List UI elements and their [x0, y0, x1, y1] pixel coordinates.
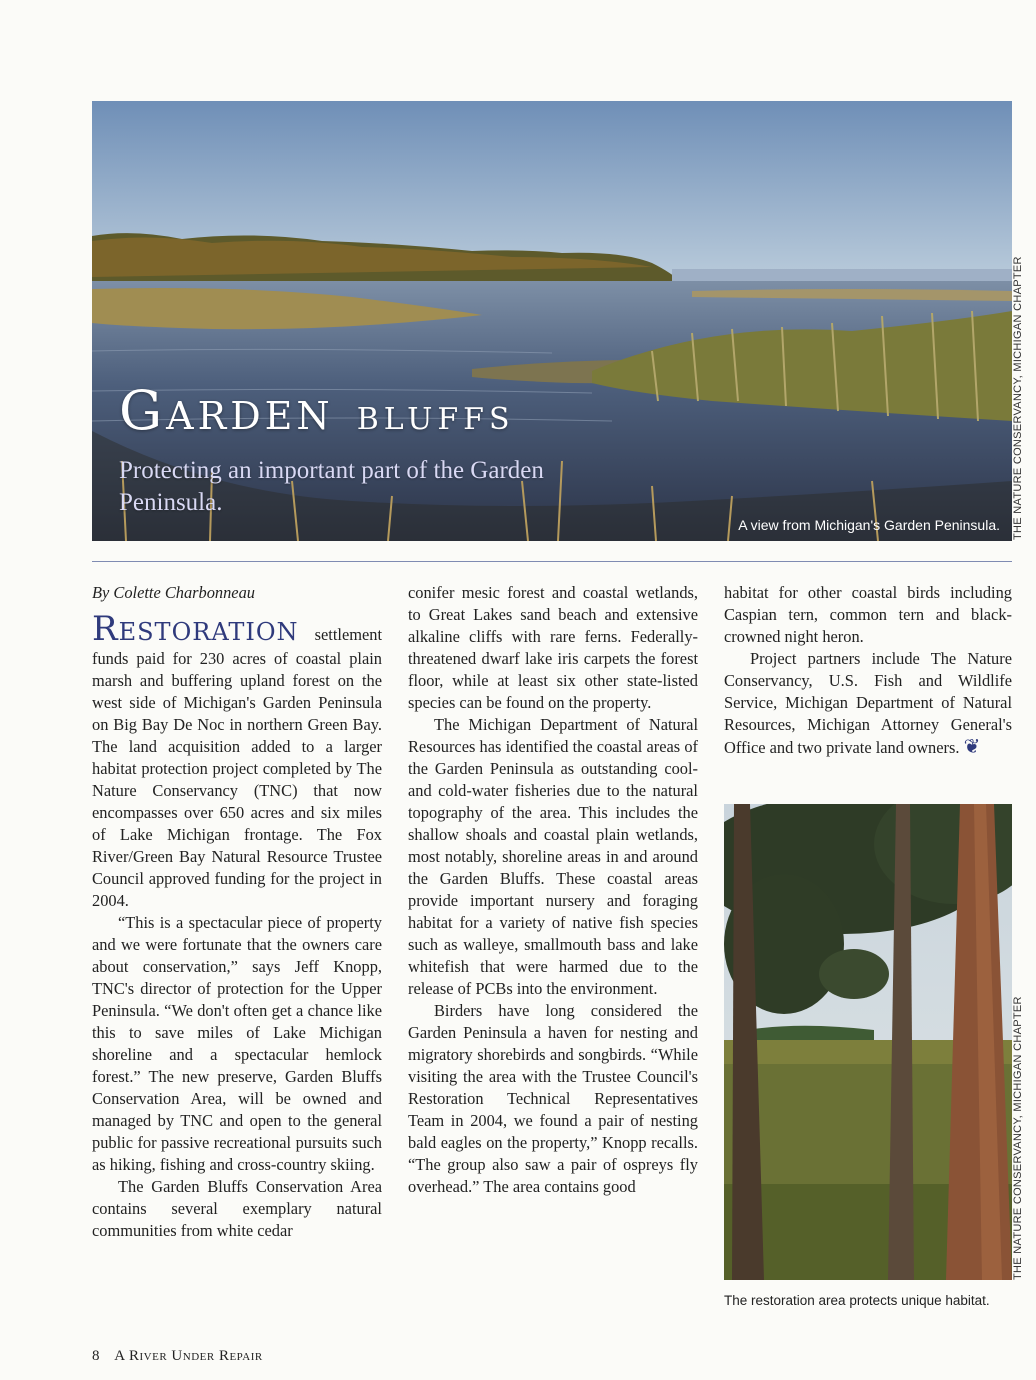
hero-title	[119, 379, 515, 442]
paragraph-5-start: Birders have long considered the Garden Peninsula a haven for nesting and migratory shorebirds and songbirds. “While visiting the area with the Trustee Council's Restoration Technical Representatives Team in 2004, we found a pair of nesting bald eagles on the property,” Knopp recalls. “The group also saw a pair of ospreys fly overhead.” The area contains good	[408, 1001, 698, 1196]
lead-paragraph	[92, 610, 382, 912]
trees-photo-credit: THE NATURE CONSERVANCY, MICHIGAN CHAPTER	[1012, 996, 1024, 1280]
page-number: 8	[92, 1348, 100, 1364]
end-flourish-icon: ❦	[963, 736, 981, 758]
trees-photo-caption: The restoration area protects unique habitat.	[724, 1293, 990, 1308]
paragraph-6-text: Project partners include The Nature Conservancy, U.S. Fish and Wildlife Service, Michigan Department of Natural Resources, Michigan Attorney General's Office and two private land owners.	[724, 649, 1012, 757]
trees-photo	[724, 804, 1012, 1280]
hero-photo-credit: THE NATURE CONSERVANCY, MICHIGAN CHAPTER	[1012, 256, 1024, 540]
hero-caption: A view from Michigan's Garden Peninsula.	[738, 517, 1000, 533]
paragraph-3-continued: conifer mesic forest and coastal wetlands, to Great Lakes sand beach and extensive alkaline cliffs with rare ferns. Federally-threatened dwarf lake iris carpets the forest floor, while at least six other state-listed species can be found on the property.	[408, 583, 698, 712]
lead-word: Restoration	[92, 609, 299, 649]
title-bluffs: BLUFFS	[356, 402, 515, 437]
page-footer	[92, 1348, 263, 1365]
paragraph-3-start: The Garden Bluffs Conservation Area contains several exemplary natural communities from white cedar	[92, 1177, 382, 1240]
paragraph-5-continued: habitat for other coastal birds including Caspian tern, common tern and black-crowned night heron.	[724, 583, 1012, 646]
publication-title: A River Under Repair	[114, 1348, 263, 1364]
article-column-3	[724, 582, 1012, 759]
article-column-2	[408, 582, 698, 1198]
title-garden: Garden	[119, 379, 334, 442]
lead-text: settlement funds paid for 230 acres of coastal plain marsh and buffering upland forest on the west side of Michigan's Garden Peninsula on Big Bay De Noc in northern Green Bay. The land acquisition added to a larger habitat protection project completed by The Nature Conservancy (TNC) that now encompasses over 650 acres and six miles of Lake Michigan frontage. The Fox River/Green Bay Natural Resource Trustee Council approved funding for the project in 2004.	[92, 625, 382, 910]
hero-photo	[92, 101, 1012, 541]
paragraph-6	[724, 648, 1012, 759]
paragraph-4: The Michigan Department of Natural Resources has identified the coastal areas of the Garden Peninsula as outstanding cool- and cold-water fisheries due to the natural topography of the area. This includes the shallow shoals and coastal plain wetlands, most notably, shoreline areas in and around the Garden Bluffs. These coastal areas provide important nursery and foraging habitat for a variety of native fish species such as walleye, smallmouth bass and lake whitefish that were harmed due to the release of PCBs into the environment.	[408, 715, 698, 998]
hero-subtitle: Protecting an important part of the Garden Peninsula.	[119, 457, 544, 516]
byline: By Colette Charbonneau	[92, 583, 255, 602]
article-column-1	[92, 582, 382, 1242]
paragraph-2: “This is a spectacular piece of property and we were fortunate that the owners care about conservation,” says Jeff Knopp, TNC's director of protection for the Upper Peninsula. “We don't often get a chance like this to save miles of Lake Michigan shoreline and a spectacular hemlock forest.” The new preserve, Garden Bluffs Conservation Area, will be owned and managed by TNC and open to the general public for passive recreational pursuits such as hiking, fishing and cross-country skiing.	[92, 913, 382, 1174]
section-divider	[92, 561, 1012, 562]
trees-image	[724, 804, 1012, 1280]
